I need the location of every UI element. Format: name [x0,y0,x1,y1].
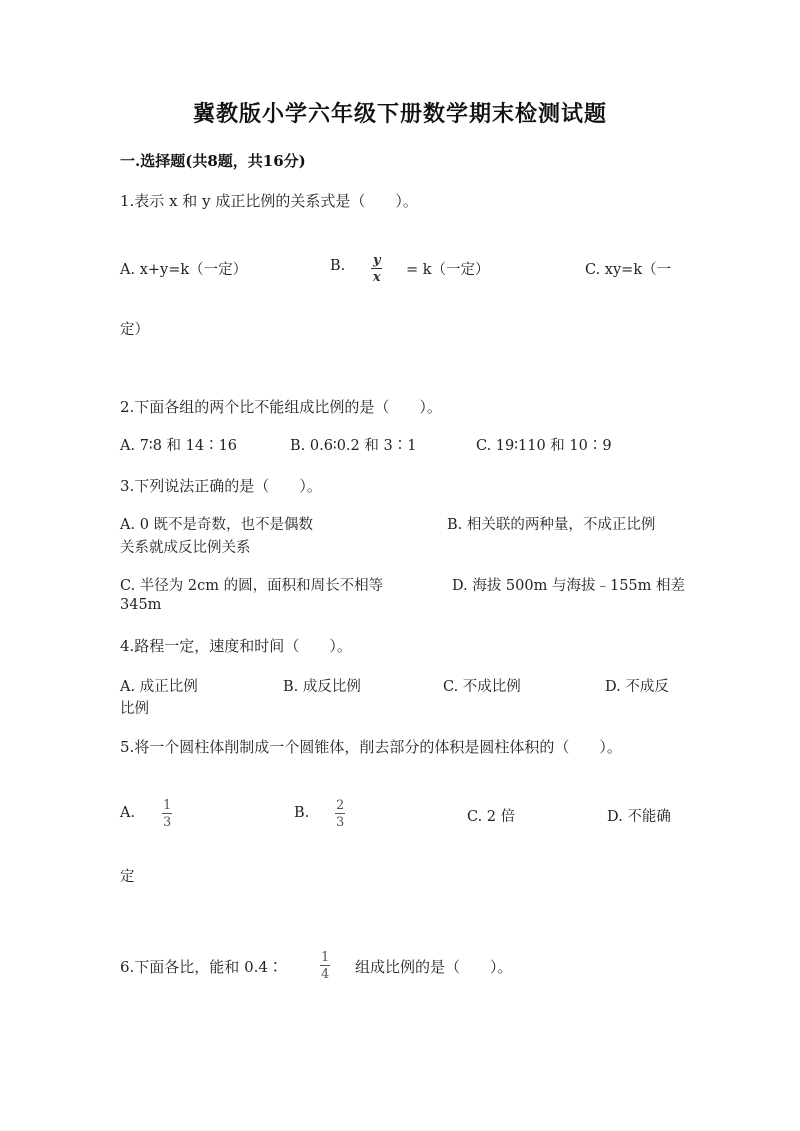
page-title: 冀教版小学六年级下册数学期末检测试题 [192,101,607,127]
question-6-stem-end: 组成比例的是（ ）。 [355,958,513,976]
q1-option-a: A. x+y=k（一定） [120,262,248,278]
question-6-stem-start: 6.下面各比，能和 0.4∶ [120,958,283,976]
q5-option-a-fraction [161,799,173,829]
q5-a-numerator: 1 [163,798,172,813]
q3-option-b: B. 相关联的两种量，不成正比例 [447,517,656,533]
q4-option-d: D. 不成反 [605,679,669,695]
q2-option-b: B. 0.6∶0.2 和 3∶1 [290,438,417,454]
q4-option-d-continued: 比例 [120,701,149,717]
q1-fraction-numerator: y [373,253,381,268]
section-heading: 一.选择题(共8题，共16分) [120,152,306,170]
q1-option-c-continued: 定） [120,322,149,338]
q5-option-a-label: A. [120,805,136,821]
question-3-stem: 3.下列说法正确的是（ ）。 [120,477,322,495]
q5-option-c: C. 2 倍 [467,809,516,825]
q6-numerator: 1 [321,950,330,965]
q3-option-d-continued: 345m [120,597,162,613]
q6-fraction [319,951,331,981]
q3-option-d: D. 海拔 500m 与海拔﹣155m 相差 [452,578,686,594]
q1-fraction-denominator: x [372,270,381,285]
q1-option-c: C. xy=k（一 [585,262,672,278]
q3-option-c: C. 半径为 2cm 的圆，面积和周长不相等 [120,578,384,594]
q5-a-denominator: 3 [163,815,172,830]
q3-option-b-continued: 关系就成反比例关系 [120,540,251,556]
q3-option-a: A. 0 既不是奇数，也不是偶数 [120,517,314,533]
q5-b-numerator: 2 [336,798,345,813]
q5-b-denominator: 3 [336,815,345,830]
q5-option-b-fraction [334,799,346,829]
question-4-stem: 4.路程一定，速度和时间（ ）。 [120,637,352,655]
question-1-stem: 1.表示 x 和 y 成正比例的关系式是（ ）。 [120,192,418,210]
q2-option-a: A. 7∶8 和 14∶16 [120,438,238,454]
q6-denominator: 4 [321,967,330,982]
q1-option-b-label: B. [330,258,346,274]
q5-option-b-label: B. [294,805,310,821]
q1-option-b-fraction [371,254,383,284]
q2-option-c: C. 19∶110 和 10∶9 [476,438,612,454]
q4-option-c: C. 不成比例 [443,679,521,695]
question-2-stem: 2.下面各组的两个比不能组成比例的是（ ）。 [120,398,442,416]
q5-option-d-continued: 定 [120,869,135,885]
q1-option-b-text: = k（一定） [406,262,490,278]
q5-option-d: D. 不能确 [607,809,671,825]
question-5-stem: 5.将一个圆柱体削制成一个圆锥体，削去部分的体积是圆柱体积的（ ）。 [120,738,622,756]
q4-option-a: A. 成正比例 [120,679,198,695]
q4-option-b: B. 成反比例 [283,679,361,695]
